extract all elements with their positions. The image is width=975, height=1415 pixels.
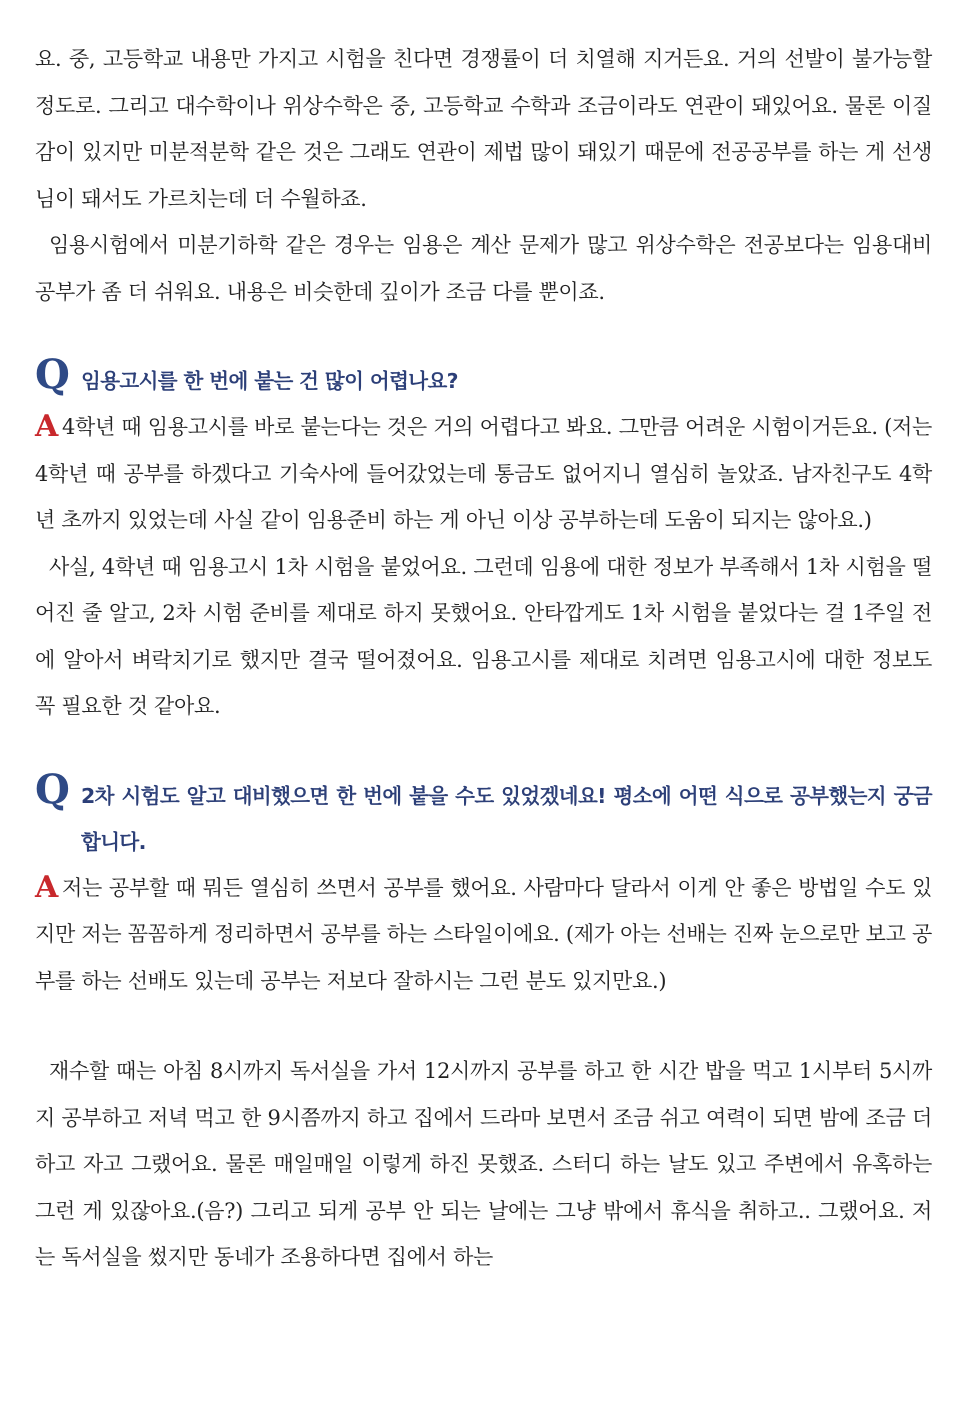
question-mark-icon: Q (35, 765, 70, 813)
answer-mark-icon: A (35, 869, 58, 905)
spacer (35, 730, 932, 773)
answer-mark-icon: A (35, 409, 58, 444)
answer-1-paragraph-2: 사실, 4학년 때 임용고시 1차 시험을 붙었어요. 그런데 임용에 대한 정보가 부족해서 1차 시험을 떨어진 줄 알고, 2차 시험 준비를 제대로 하지 못했어요. 안타깝게도 1차 시험을 붙었다는 걸 1주일 전에 알아서 벼락치기로 했지만 결국 떨어졌어요. 임용고시를 제대로 치려면 임용고시에 대한 정보도 꼭 필요한 것 같아요. (35, 554, 932, 718)
intro-paragraph-2: 임용시험에서 미분기하학 같은 경우는 임용은 계산 문제가 많고 위상수학은 전공보다는 임용대비 공부가 좀 더 쉬워요. 내용은 비슷한데 깊이가 조금 다를 뿐이죠. (35, 233, 932, 304)
spacer (35, 1004, 932, 1048)
spacer (35, 315, 932, 358)
answer-text: 저는 공부할 때 뭐든 열심히 쓰면서 공부를 했어요. 사람마다 달라서 이게 안 좋은 방법일 수도 있지만 저는 꼼꼼하게 정리하면서 공부를 하는 스타일이에요. (제가 아는 선배는 진짜 눈으로만 보고 공부를 하는 선배도 있는데 공부는 저보다 잘하시는 그런 분도 있지만요.) (35, 875, 932, 993)
question-text: 2차 시험도 알고 대비했으면 한 번에 붙을 수도 있었겠네요! 평소에 어떤 식으로 공부했는지 궁금합니다. (81, 783, 932, 854)
answer-text: 4학년 때 임용고시를 바로 붙는다는 것은 거의 어렵다고 봐요. 그만큼 어려운 시험이거든요. (저는 4학년 때 공부를 하겠다고 기숙사에 들어갔었는데 통금도 없어지니 열심히 놀았죠. 남자친구도 4학년 초까지 있었는데 사실 같이 임용준비 하는 게 아닌 이상 공부하는데 도움이 되지는 않아요.) (35, 415, 932, 532)
outro-paragraph: 재수할 때는 아침 8시까지 독서실을 가서 12시까지 공부를 하고 한 시간 밥을 먹고 1시부터 5시까지 공부하고 저녁 먹고 한 9시쯤까지 하고 집에서 드라마 보면서 조금 쉬고 여력이 되면 밤에 조금 더 하고 자고 그랬어요. 물론 매일매일 이렇게 하진 못했죠. 스터디 하는 날도 있고 주변에서 유혹하는 그런 게 있잖아요.(음?) 그리고 되게 공부 안 되는 날에는 그냥 밖에서 휴식을 취하고.. 그랬어요. 저는 독서실을 썼지만 동네가 조용하다면 집에서 하는 (35, 1059, 932, 1269)
answer-2-paragraph-1 (35, 865, 932, 1005)
intro-paragraph-1: 요. 중, 고등학교 내용만 가지고 시험을 친다면 경쟁률이 더 치열해 지거든요. 거의 선발이 불가능할 정도로. 그리고 대수학이나 위상수학은 중, 고등학교 수학과 조금이라도 연관이 돼있어요. 물론 이질감이 있지만 미분적분학 같은 것은 그래도 연관이 제법 많이 돼있기 때문에 전공공부를 하는 게 선생님이 돼서도 가르치는데 더 수월하죠. (35, 47, 932, 211)
question-1 (35, 351, 932, 404)
answer-1-paragraph-1 (35, 404, 932, 544)
document-page (35, 36, 932, 1281)
question-2 (35, 765, 932, 865)
question-mark-icon: Q (35, 351, 70, 398)
question-text: 임용고시를 한 번에 붙는 건 많이 어렵나요? (81, 369, 458, 393)
